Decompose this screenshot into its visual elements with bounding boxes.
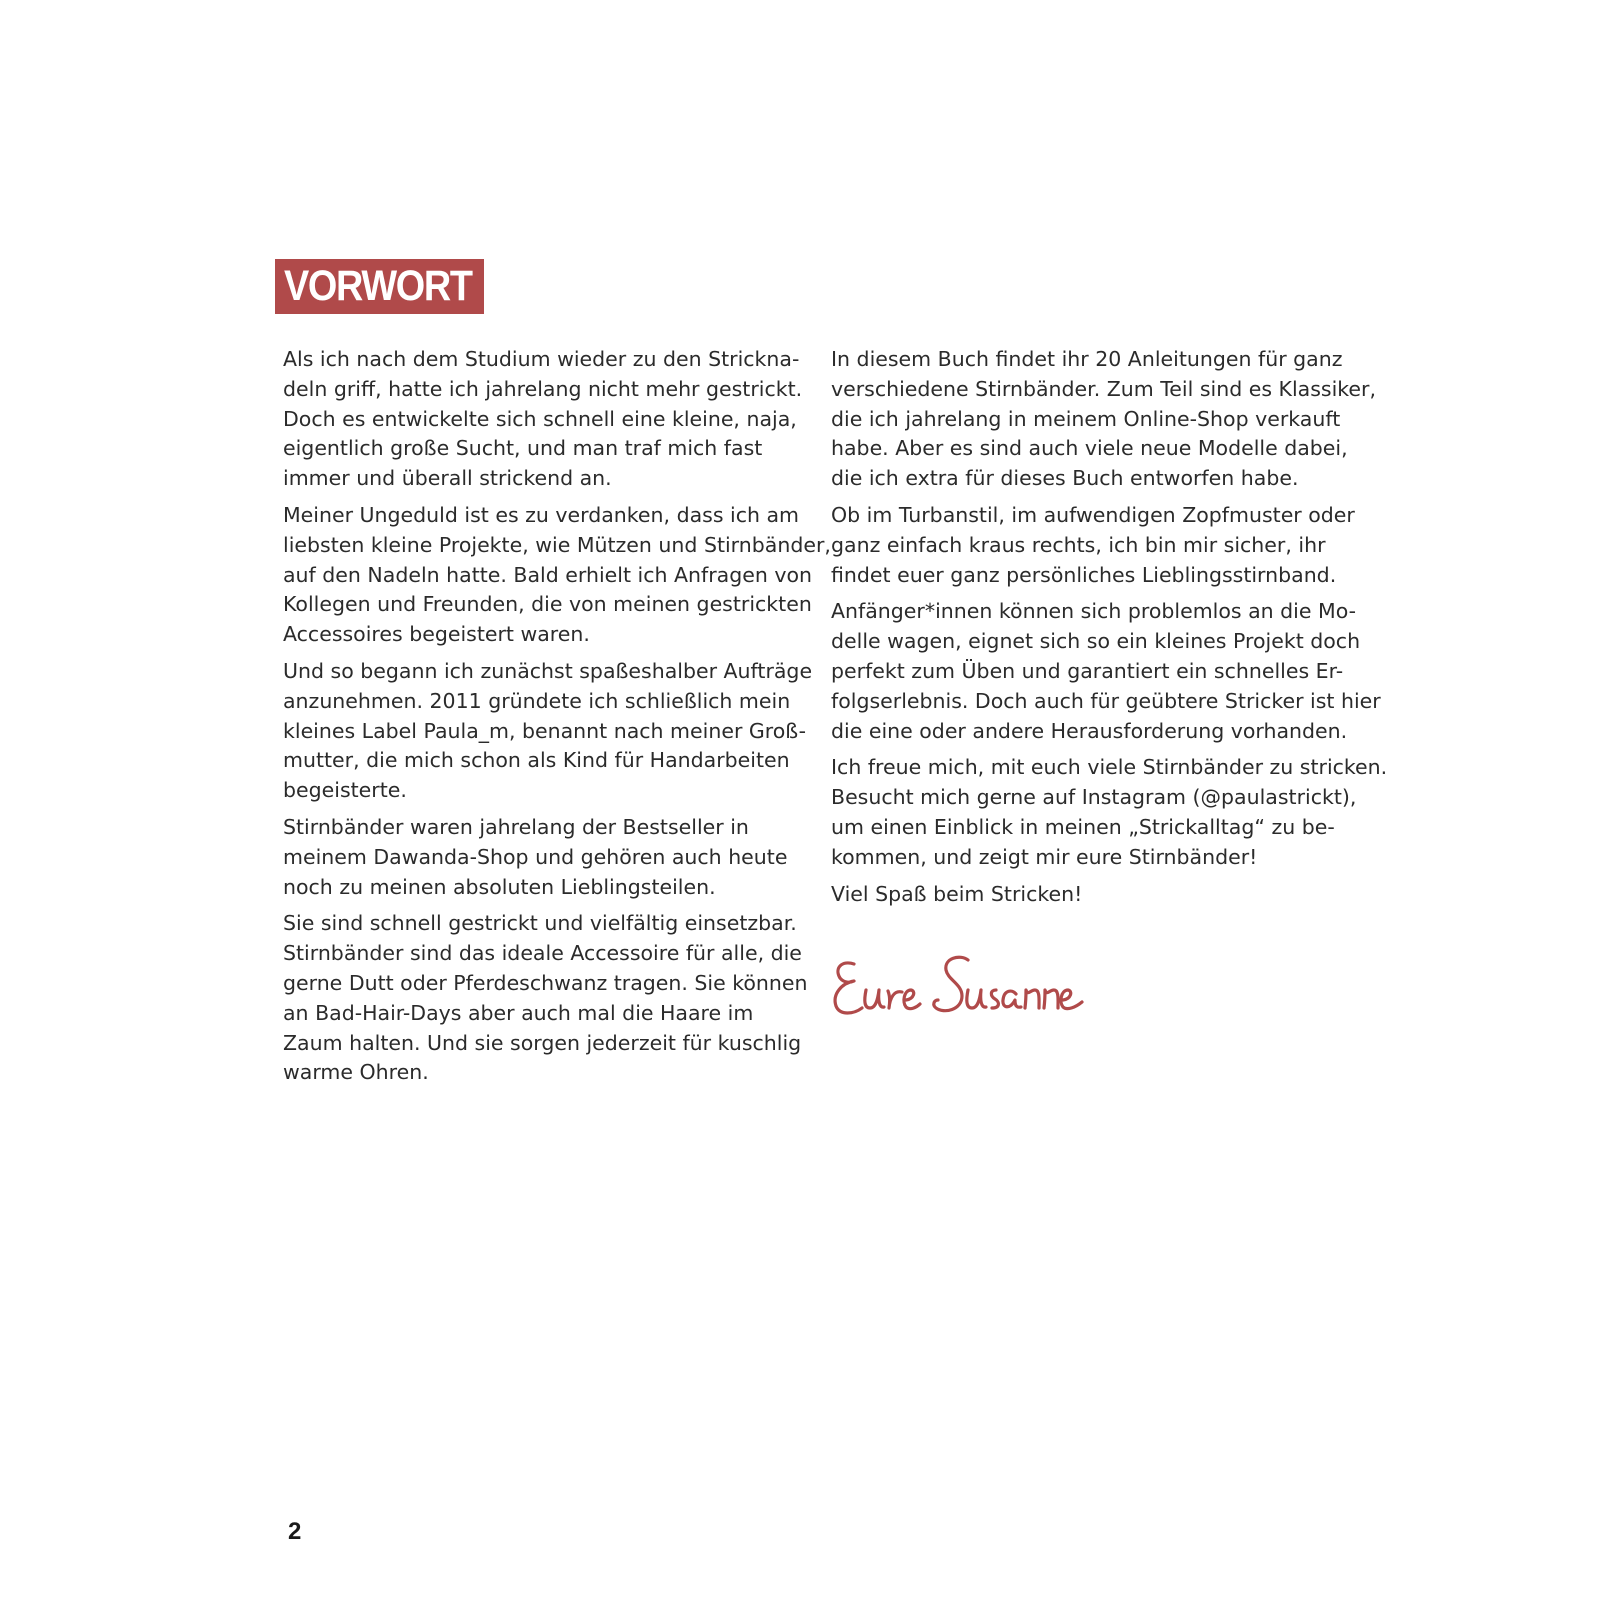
text-line: die eine oder andere Herausforderung vorhanden.: [831, 718, 1348, 743]
text-line: folgserlebnis. Doch auch für geübtere Stricker ist hier: [831, 688, 1381, 713]
left-text-column: [283, 345, 831, 1095]
paragraph: [831, 880, 1351, 910]
text-line: ganz einfach kraus rechts, ich bin mir sicher, ihr: [831, 532, 1326, 557]
paragraph: [283, 813, 803, 902]
text-line: eigentlich große Sucht, und man traf mich fast: [283, 436, 763, 461]
handwritten-signature: [830, 950, 1100, 1030]
text-line: an Bad-Hair-Days aber auch mal die Haare im: [283, 1000, 754, 1025]
heading-banner: [275, 259, 484, 314]
paragraph: [831, 597, 1381, 746]
text-line: habe. Aber es sind auch viele neue Modelle dabei,: [831, 436, 1348, 461]
text-line: Kollegen und Freunden, die von meinen gestrickten: [283, 592, 812, 617]
text-line: kleines Label Paula_m, benannt nach meiner Groß-: [283, 718, 806, 743]
text-line: Zaum halten. Und sie sorgen jederzeit für kuschlig: [283, 1030, 802, 1055]
text-line: Sie sind schnell gestrickt und vielfältig einsetzbar.: [283, 911, 797, 936]
text-line: Viel Spaß beim Stricken!: [831, 881, 1083, 906]
text-line: Accessoires begeistert waren.: [283, 622, 590, 647]
text-line: Meiner Ungeduld ist es zu verdanken, dass ich am: [283, 502, 800, 527]
text-line: Anfänger*innen können sich problemlos an die Mo-: [831, 599, 1357, 624]
text-line: die ich extra für dieses Buch entworfen habe.: [831, 466, 1299, 491]
signature-strokes: [835, 957, 1082, 1013]
text-line: Und so begann ich zunächst spaßeshalber Aufträge: [283, 658, 813, 683]
text-line: kommen, und zeigt mir eure Stirnbänder!: [831, 844, 1258, 869]
text-line: In diesem Buch findet ihr 20 Anleitungen für ganz: [831, 347, 1343, 371]
text-line: Als ich nach dem Studium wieder zu den Stricknа-: [283, 347, 800, 371]
paragraph: [283, 657, 813, 806]
text-line: begeisterte.: [283, 778, 407, 803]
text-line: warme Ohren.: [283, 1060, 429, 1085]
paragraph: [831, 753, 1388, 872]
text-line: verschiedene Stirnbänder. Zum Teil sind es Klassiker,: [831, 376, 1376, 401]
text-line: auf den Nadeln hatte. Bald erhielt ich Anfragen von: [283, 562, 813, 587]
page-title: VORWORT: [284, 262, 472, 310]
right-text-column: [831, 345, 1388, 916]
text-line: gerne Dutt oder Pferdeschwanz tragen. Sie können: [283, 970, 808, 995]
text-line: um einen Einblick in meinen „Strickalltag“ zu be-: [831, 814, 1335, 839]
paragraph: [283, 501, 831, 650]
text-line: Stirnbänder sind das ideale Accessoire für alle, die: [283, 941, 802, 966]
paragraph: [283, 909, 808, 1088]
text-line: delle wagen, eignet sich so ein kleines Projekt doch: [831, 629, 1361, 654]
text-line: Doch es entwickelte sich schnell eine kleine, naja,: [283, 406, 797, 431]
text-line: perfekt zum Üben und garantiert ein schnelles Er-: [831, 658, 1344, 683]
text-line: mutter, die mich schon als Kind für Handarbeiten: [283, 748, 790, 773]
text-line: Ob im Turbanstil, im aufwendigen Zopfmuster oder: [831, 502, 1355, 527]
text-line: die ich jahrelang in meinem Online-Shop verkauft: [831, 406, 1341, 431]
text-line: Ich freue mich, mit euch viele Stirnbänder zu stricken.: [831, 755, 1388, 780]
page-number: 2: [288, 1518, 302, 1545]
text-line: anzunehmen. 2011 gründete ich schließlich mein: [283, 688, 791, 713]
text-line: Besucht mich gerne auf Instagram (@paulastrickt),: [831, 785, 1357, 810]
text-line: findet euer ganz persönliches Lieblingsstirnband.: [831, 562, 1337, 587]
paragraph: [283, 345, 803, 494]
text-line: liebsten kleine Projekte, wie Mützen und Stirnbänder,: [283, 532, 831, 557]
text-line: Stirnbänder waren jahrelang der Bestseller in: [283, 814, 749, 839]
paragraph: [831, 345, 1376, 494]
text-line: meinem Dawanda-Shop und gehören auch heute: [283, 844, 788, 869]
text-line: noch zu meinen absoluten Lieblingsteilen.: [283, 874, 716, 899]
text-line: immer und überall strickend an.: [283, 466, 612, 491]
text-line: deln griff, hatte ich jahrelang nicht mehr gestrickt.: [283, 376, 803, 401]
paragraph: [831, 501, 1355, 590]
